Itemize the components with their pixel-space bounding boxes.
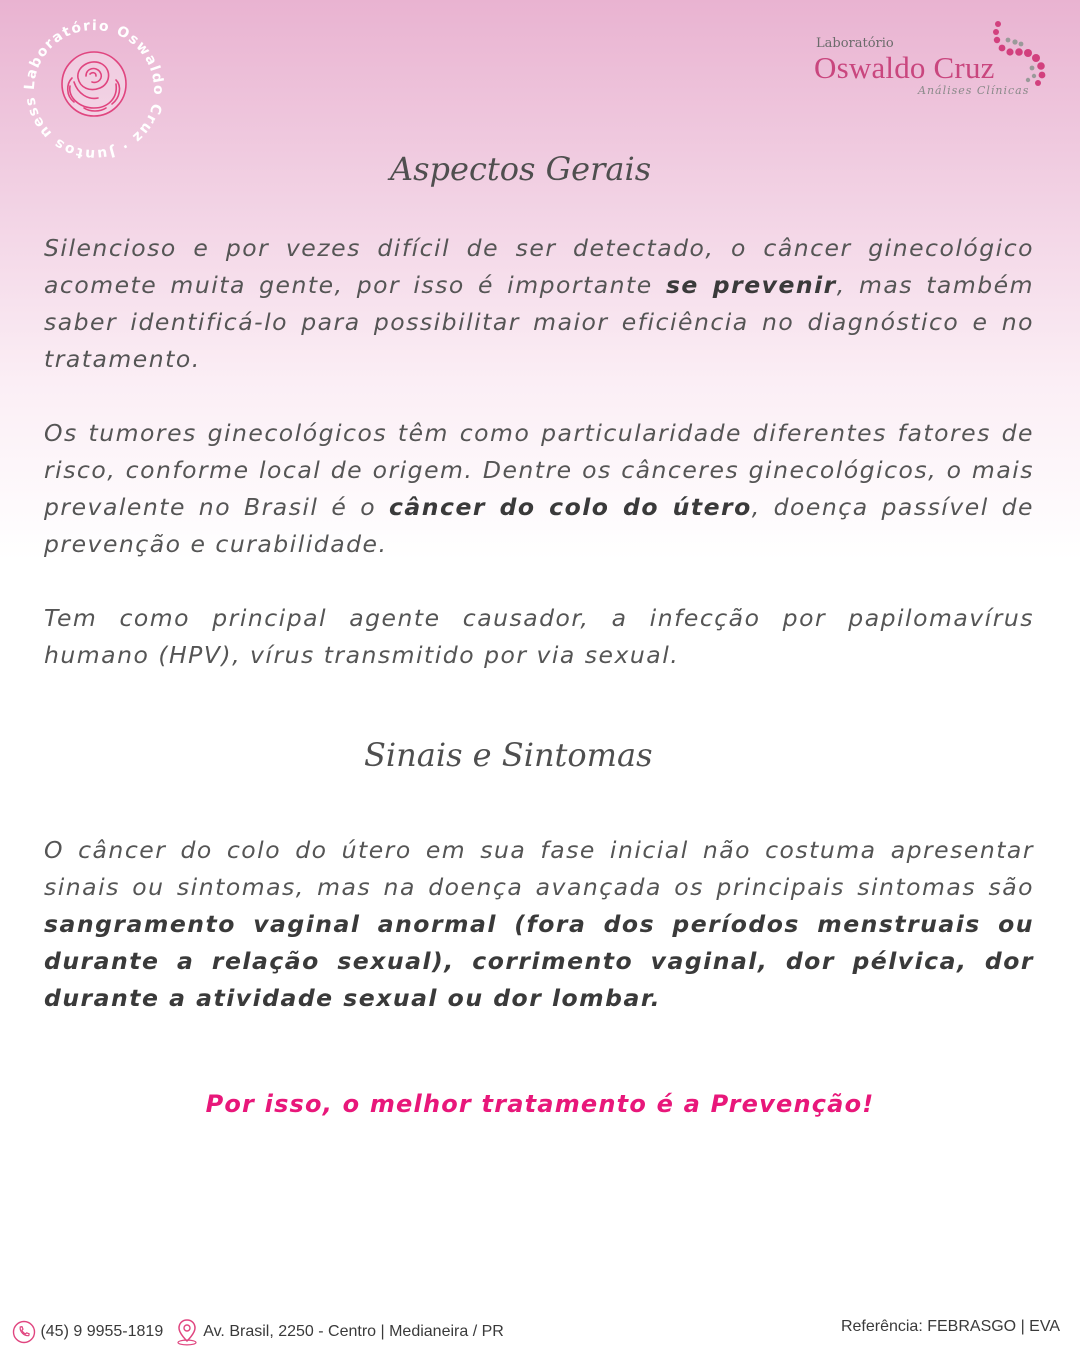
logo-subtitle: Análises Clínicas xyxy=(918,84,1030,97)
footer-reference: Referência: FEBRASGO | EVA xyxy=(840,1318,1060,1335)
location-pin-icon xyxy=(174,1318,200,1346)
paragraph-sintomas xyxy=(44,832,1034,1017)
paragraph-tumores xyxy=(44,415,1034,563)
phone-number[interactable]: (45) 9 9955-1819 xyxy=(40,1323,164,1341)
paragraph-hpv: Tem como principal agente causador, a infecção por papilomavírus humano (HPV), vírus transmitido por via sexual. xyxy=(44,604,1034,669)
rose-icon xyxy=(62,52,126,116)
sintomas-highlight: sangramento vaginal anormal (fora dos períodos menstruais ou durante a relação sexual), corrimento vaginal, dor pélvica, dor durante a atividade sexual ou dor lombar. xyxy=(44,910,1034,1012)
intro-text-end: , mas também saber identificá-lo para possibilitar maior eficiência no diagnóstico e no tratamento. xyxy=(44,271,1034,373)
intro-text: Silencioso e por vezes difícil de ser detectado, o câncer ginecológico acomete muita gente, por isso é importante xyxy=(44,234,1034,299)
sintomas-text: O câncer do colo do útero em sua fase inicial não costuma apresentar sinais ou sintomas, mas na doença avançada os principais sintomas são xyxy=(44,836,1034,901)
campaign-badge xyxy=(18,14,170,166)
paragraph-intro xyxy=(44,230,1034,378)
dots-icon xyxy=(988,18,1058,93)
section-title-sinais: Sinais e Sintomas xyxy=(364,736,653,774)
section-title-aspectos: Aspectos Gerais xyxy=(390,150,652,188)
prevention-callout: Por isso, o melhor tratamento é a Prevenção! xyxy=(205,1090,875,1118)
footer-contact xyxy=(12,1318,504,1346)
lab-logo xyxy=(810,18,1060,100)
phone-icon xyxy=(12,1320,36,1344)
logo-name: Oswaldo Cruz xyxy=(814,50,995,85)
tumores-text: Os tumores ginecológicos têm como particularidade diferentes fatores de risco, conforme local de origem. Dentre os cânceres ginecológicos, o mais prevalente no Brasil é o xyxy=(44,419,1034,521)
logo-small-text: Laboratório xyxy=(816,36,894,51)
intro-highlight: se prevenir xyxy=(665,271,837,299)
address: Av. Brasil, 2250 - Centro | Medianeira / PR xyxy=(203,1323,504,1341)
tumores-highlight: câncer do colo do útero xyxy=(389,493,752,521)
tumores-text-end: , doença passível de prevenção e curabilidade. xyxy=(44,493,1035,558)
badge-ring-text: Laboratório Oswaldo Cruz · Juntos ness xyxy=(21,17,167,163)
